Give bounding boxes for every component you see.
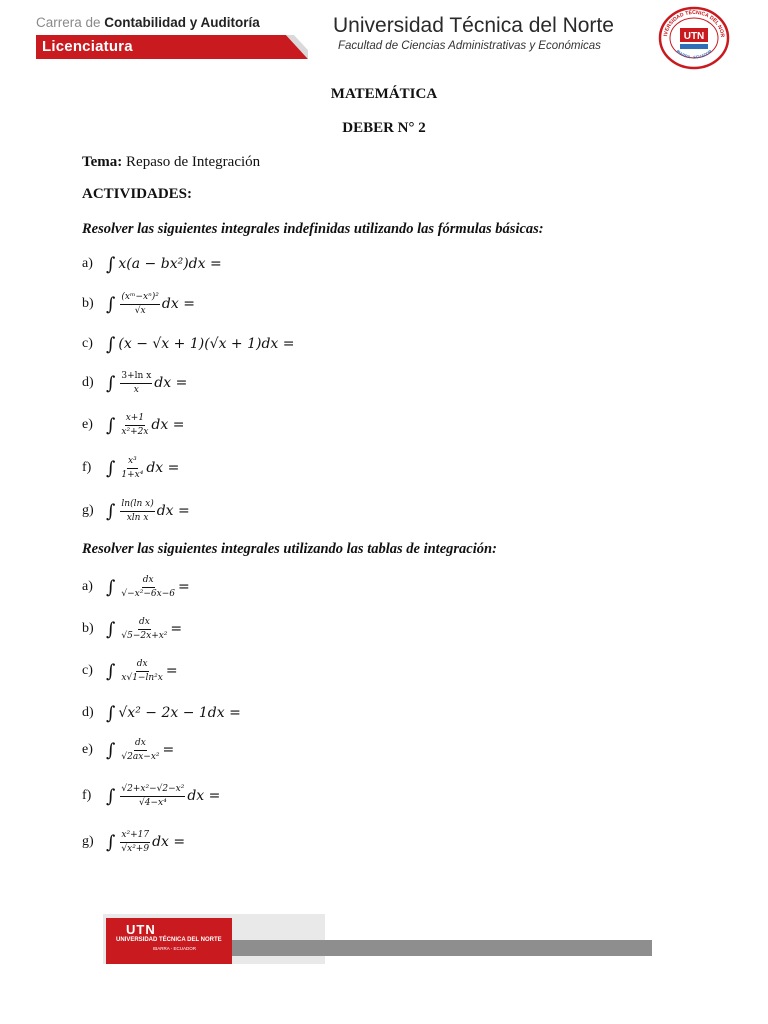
- denominator: x√1−ln²x: [121, 672, 163, 683]
- exercise-label: f): [82, 788, 92, 803]
- integral-symbol: ∫: [106, 831, 116, 853]
- numerator: dx: [136, 659, 149, 671]
- numerator: (xᵐ−xⁿ)²: [120, 292, 160, 304]
- denominator: 1+x⁴: [121, 469, 144, 480]
- footer-logo-letters: UTN: [126, 922, 156, 937]
- university-seal-logo: [658, 6, 730, 70]
- subject-title: MATEMÁTICA: [330, 86, 438, 102]
- numerator: x+1: [125, 413, 145, 425]
- career-title: [36, 14, 260, 32]
- denominator: x²+2x: [121, 426, 149, 437]
- exercise-label: a): [82, 579, 93, 594]
- exercise-label: g): [82, 503, 94, 518]
- denominator: √x: [134, 305, 146, 316]
- integral-symbol: ∫: [106, 660, 116, 682]
- integrand-tail: dx =: [154, 375, 188, 391]
- integrand-tail: dx =: [187, 788, 221, 804]
- numerator: x³: [127, 456, 138, 468]
- exercise-2f: [82, 776, 220, 816]
- exercise-label: c): [82, 663, 93, 678]
- numerator: 3+ln x: [120, 371, 152, 383]
- denominator: √5−2x+x²: [121, 630, 168, 641]
- faculty-name: Facultad de Ciencias Administrativas y Económicas: [338, 40, 601, 52]
- integrand-tail: dx =: [156, 503, 190, 519]
- exercise-1a: [82, 244, 222, 284]
- numerator: dx: [138, 617, 151, 629]
- integrand-tail: dx =: [161, 296, 195, 312]
- integrand-tail: =: [170, 621, 183, 637]
- fraction: [120, 456, 144, 480]
- numerator: dx: [142, 575, 155, 587]
- integral-symbol: ∫: [106, 702, 116, 724]
- integral-symbol: ∫: [106, 739, 116, 761]
- exercise-2a: [82, 567, 190, 607]
- fraction: [120, 784, 185, 808]
- numerator: ln(ln x): [120, 499, 154, 511]
- exercise-label: d): [82, 375, 94, 390]
- integrand: x(a − bx²)dx =: [118, 256, 222, 272]
- numerator: x²+17: [120, 830, 150, 842]
- fraction: [120, 830, 150, 854]
- numerator: dx: [134, 738, 147, 750]
- fraction: [120, 292, 160, 316]
- exercise-1b: [82, 284, 195, 324]
- assignment-title: DEBER N° 2: [342, 120, 426, 136]
- exercise-1f: [82, 448, 179, 488]
- fraction: [120, 659, 163, 683]
- integral-symbol: ∫: [106, 457, 116, 479]
- fraction: [120, 371, 152, 395]
- exercise-label: g): [82, 834, 94, 849]
- exercise-label: e): [82, 417, 93, 432]
- section1-instruction: Resolver las siguientes integrales indefinidas utilizando las fórmulas básicas:: [82, 221, 544, 237]
- degree-label: Licenciatura: [42, 38, 133, 55]
- integral-symbol: ∫: [106, 372, 116, 394]
- integral-symbol: ∫: [106, 576, 116, 598]
- footer-band: [230, 940, 652, 956]
- footer-university: UNIVERSIDAD TÉCNICA DEL NORTE: [116, 937, 222, 943]
- integral-symbol: ∫: [106, 293, 116, 315]
- exercise-label: f): [82, 460, 92, 475]
- fraction: [120, 499, 154, 523]
- fraction: [120, 413, 149, 437]
- numerator: √2+x²−√2−x²: [120, 784, 185, 796]
- seal-top-text: IVERSIDAD TÉCNICA DEL NOR: [663, 10, 726, 38]
- topic-label: Tema:: [82, 154, 123, 170]
- integral-symbol: ∫: [106, 618, 116, 640]
- exercise-2e: [82, 730, 174, 770]
- integral-symbol: ∫: [106, 785, 116, 807]
- denominator: x: [133, 384, 139, 395]
- exercise-label: a): [82, 256, 93, 271]
- university-name: Universidad Técnica del Norte: [333, 14, 614, 37]
- denominator: √−x²−6x−6: [121, 588, 175, 599]
- integral-symbol: ∫: [106, 414, 116, 436]
- exercise-1e: [82, 405, 184, 445]
- fraction: [120, 575, 176, 599]
- denominator: √x²+9: [121, 843, 150, 854]
- integrand-tail: =: [162, 742, 175, 758]
- exercise-label: d): [82, 705, 94, 720]
- exercise-label: b): [82, 621, 94, 636]
- exercise-label: b): [82, 296, 94, 311]
- integrand: √x² − 2x − 1dx =: [118, 705, 241, 721]
- integrand-tail: dx =: [152, 834, 186, 850]
- denominator: √4−x⁴: [139, 797, 167, 808]
- activities-heading: ACTIVIDADES:: [82, 186, 193, 202]
- exercise-2b: [82, 609, 182, 649]
- integral-symbol: ∫: [106, 253, 116, 275]
- fraction: [120, 617, 168, 641]
- seal-bottom-text: IBARRA - ECUADOR: [675, 48, 713, 60]
- career-name: Contabilidad y Auditoría: [104, 15, 260, 30]
- integral-symbol: ∫: [106, 333, 116, 355]
- fraction: [120, 738, 160, 762]
- topic-value: Repaso de Integración: [122, 154, 261, 170]
- exercise-2c: [82, 651, 178, 691]
- denominator: xln x: [126, 512, 149, 523]
- exercise-label: e): [82, 742, 93, 757]
- degree-band: [36, 35, 308, 59]
- integrand: (x − √x + 1)(√x + 1)dx =: [118, 336, 295, 352]
- seal-letters: UTN: [683, 31, 705, 42]
- integral-symbol: ∫: [106, 500, 116, 522]
- exercise-2d: [82, 693, 241, 733]
- exercise-1g: [82, 491, 190, 531]
- exercise-1c: [82, 324, 295, 364]
- topic-line: [82, 154, 260, 171]
- footer-city: IBARRA - ECUADOR: [153, 946, 197, 951]
- integrand-tail: dx =: [151, 417, 185, 433]
- denominator: √2ax−x²: [121, 751, 160, 762]
- integrand-tail: =: [177, 579, 190, 595]
- integrand-tail: =: [165, 663, 178, 679]
- career-prefix: Carrera de: [36, 15, 105, 30]
- section2-instruction: Resolver las siguientes integrales utilizando las tablas de integración:: [82, 541, 497, 557]
- integrand-tail: dx =: [146, 460, 180, 476]
- exercise-1d: [82, 363, 187, 403]
- exercise-label: c): [82, 336, 93, 351]
- exercise-2g: [82, 822, 185, 862]
